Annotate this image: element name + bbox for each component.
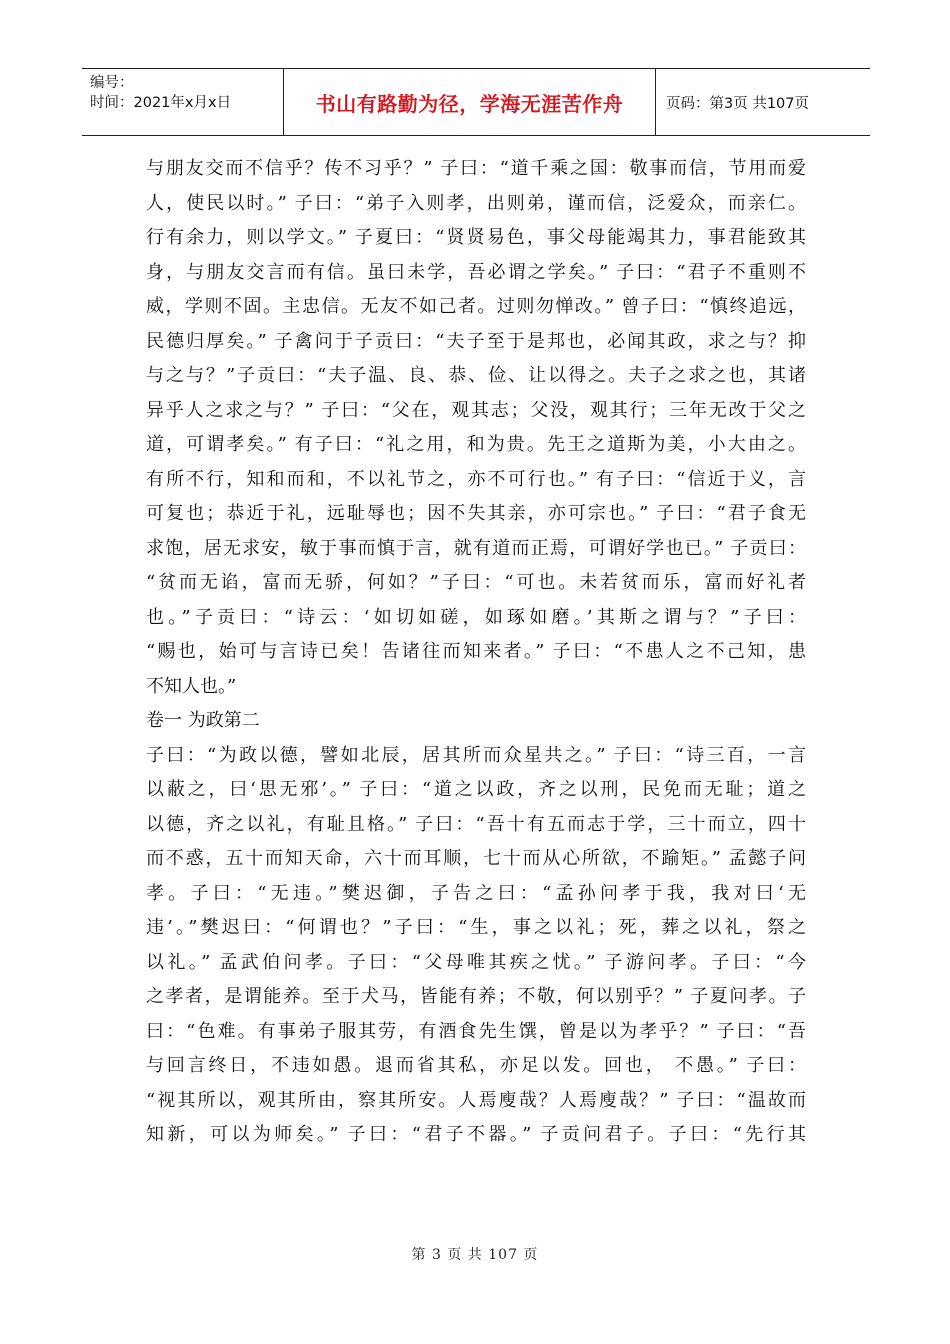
page-header [82, 68, 870, 136]
text-line: 异乎人之求之与？” 子曰：“父在，观其志；父没，观其行；三年无改于父之 [146, 399, 806, 421]
text-line: 曰：“色难。有事弟子服其劳，有酒食先生馔，曾是以为孝乎？” 子曰：“吾 [146, 1020, 806, 1042]
text-line: 以德，齐之以礼，有耻且格。” 子曰：“吾十有五而志于学，三十而立，四十 [146, 813, 806, 835]
text-line: 求饱，居无求安，敏于事而慎于言，就有道而正焉，可谓好学也已。” 子贡曰： [146, 537, 806, 559]
document-number-label: 编号： [90, 75, 134, 91]
text-line: 以蔽之，曰‘思无邪’。” 子曰：“道之以政，齐之以刑，民免而无耻；道之 [146, 779, 806, 800]
text-line: 有所不行，知和而和，不以礼节之，亦不可行也。” 有子曰：“信近于义，言 [146, 468, 806, 490]
text-line: 不知人也。” [146, 675, 237, 697]
text-line: 身，与朋友交言而有信。虽曰未学，吾必谓之学矣。” 子曰：“君子不重则不 [146, 261, 806, 283]
header-meta [82, 69, 284, 135]
text-line: 以礼。” 孟武伯问孝。子曰：“父母唯其疾之忧。” 子游问孝。子曰：“今 [146, 951, 806, 973]
header-motto: 书山有路勤为径，学海无涯苦作舟 [284, 69, 656, 135]
text-line: 孝。子曰：“无违。”樊迟御，子告之曰：“孟孙问孝于我，我对曰‘无 [146, 882, 806, 904]
document-time-label: 时间：2021年x月x日 [90, 95, 232, 111]
text-line: 威，学则不固。主忠信。无友不如己者。过则勿惮改。” 曾子曰：“慎终追远， [146, 296, 806, 317]
text-line: 可复也；恭近于礼，远耻辱也；因不失其亲，亦可宗也。” 子曰：“君子食无 [146, 503, 806, 524]
text-line: 与回言终日，不违如愚。退而省其私，亦足以发。回也， 不愚。” 子曰： [146, 1055, 806, 1076]
document-body [146, 152, 806, 1153]
page-footer: 第 3 页 共 107 页 [411, 1247, 539, 1263]
text-line: “视其所以，观其所由，察其所安。人焉廋哉？人焉廋哉？” 子曰：“温故而 [146, 1089, 806, 1111]
text-line: 民德归厚矣。” 子禽问于子贡曰：“夫子至于是邦也，必闻其政，求之与？抑 [146, 330, 806, 352]
header-page-number: 页码：第3页 共107页 [666, 95, 810, 112]
text-line: 子曰：“为政以德，譬如北辰，居其所而众星共之。” 子曰：“诗三百，一言 [146, 744, 806, 766]
text-line: 知新，可以为师矣。” 子曰：“君子不器。” 子贡问君子。子曰：“先行其 [146, 1124, 806, 1145]
text-line: 也。”子贡曰：“诗云：‘如切如磋，如琢如磨。’其斯之谓与？”子曰： [146, 606, 806, 628]
text-line: 道，可谓孝矣。” 有子曰：“礼之用，和为贵。先王之道斯为美，小大由之。 [146, 434, 806, 455]
text-line: 卷一 为政第二 [146, 710, 260, 731]
text-line: 之孝者，是谓能养。至于犬马，皆能有养；不敬，何以别乎？” 子夏问孝。子 [146, 986, 806, 1007]
text-line: 行有余力，则以学文。” 子夏曰：“贤贤易色，事父母能竭其力，事君能致其 [146, 227, 806, 248]
text-line: 而不惑，五十而知天命，六十而耳顺，七十而从心所欲，不踰矩。” 孟懿子问 [146, 848, 806, 869]
text-line: 人，使民以时。” 子曰：“弟子入则孝，出则弟，谨而信，泛爱众，而亲仁。 [146, 192, 806, 214]
text-line: “贫而无谄，富而无骄，何如？”子曰：“可也。未若贫而乐，富而好礼者 [146, 572, 806, 593]
text-line: 与朋友交而不信乎？传不习乎？” 子曰：“道千乘之国：敬事而信，节用而爱 [146, 158, 806, 179]
text-line: 与之与？”子贡曰：“夫子温、良、恭、俭、让以得之。夫子之求之也，其诸 [146, 365, 806, 386]
text-line: “赐也，始可与言诗已矣！告诸往而知来者。” 子曰：“不患人之不己知，患 [146, 641, 806, 662]
text-line: 违’。”樊迟曰：“何谓也？”子曰：“生，事之以礼；死，葬之以礼，祭之 [146, 917, 806, 938]
